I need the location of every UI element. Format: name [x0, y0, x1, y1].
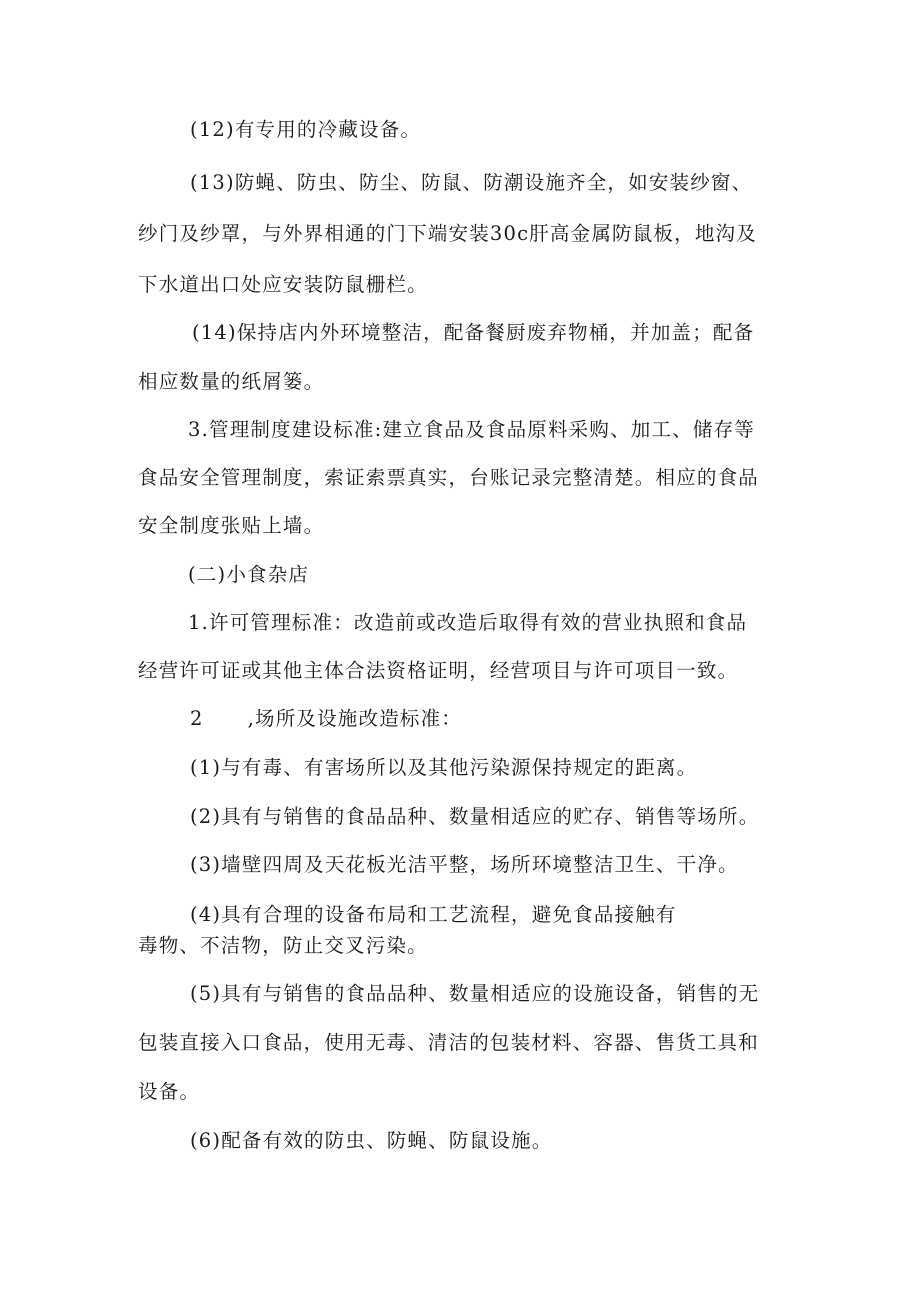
text-line [190, 707, 462, 731]
text-line: 包装直接入口食品，使用无毒、清洁的包装材料、容器、售货工具和 [138, 1031, 760, 1054]
text-line: (13)防蝇、防虫、防尘、防鼠、防潮设施齐全，如安装纱窗、 [190, 171, 753, 194]
text-line: 3.管理制度建设标准:建立食品及食品原料采购、加工、储存等 [188, 418, 755, 441]
text-line: 食品安全管理制度，索证索票真实，台账记录完整清楚。相应的食品 [138, 466, 760, 489]
section-heading: (二)小食杂店 [188, 563, 310, 586]
text-line: (5)具有与销售的食品品种、数量相适应的设施设备，销售的无 [190, 982, 760, 1005]
item-number: 2 [190, 707, 204, 730]
text-line: 下水道出口处应安装防鼠栅栏。 [138, 273, 428, 296]
text-line: 毒物、不洁物，防止交叉污染。 [138, 934, 428, 957]
text-line: 1.许可管理标准：改造前或改造后取得有效的营业执照和食品 [188, 611, 748, 634]
text-line: (3)墙壁四周及天花板光洁平整，场所环境整洁卫生、干净。 [190, 853, 739, 876]
text-line: 纱门及纱罩，与外界相通的门下端安装30c肝高金属防鼠板，地沟及 [138, 222, 757, 245]
text-line: (12)有专用的冷藏设备。 [190, 118, 422, 141]
text-line: 设备。 [138, 1080, 201, 1103]
text-line: (1)与有毒、有害场所以及其他污染源保持规定的距离。 [190, 756, 698, 779]
text-line: 安全制度张贴上墙。 [138, 514, 325, 537]
text-line: (6)配备有效的防虫、防蝇、防鼠设施。 [190, 1129, 553, 1152]
text-line: (14)保持店内外环境整洁，配备餐厨废弃物桶，并加盖；配备 [192, 321, 755, 344]
text-line: 经营许可证或其他主体合法资格证明，经营项目与许可项目一致。 [138, 659, 739, 682]
text-line: (4)具有合理的设备布局和工艺流程，避免食品接触有 [190, 903, 677, 926]
text-line: 相应数量的纸屑篓。 [138, 370, 325, 393]
item-text: ,场所及设施改造标准： [247, 707, 463, 730]
text-line: (2)具有与销售的食品品种、数量相适应的贮存、销售等场所。 [190, 805, 760, 828]
